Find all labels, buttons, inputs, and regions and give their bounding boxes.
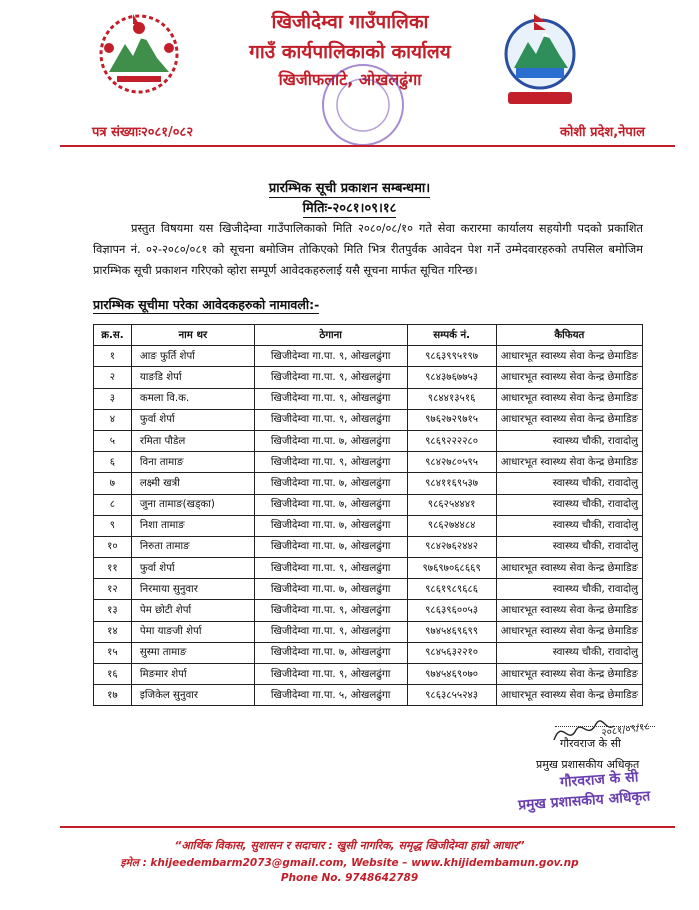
cell-serial: १७: [94, 685, 132, 706]
cell-remarks: आधारभूत स्वास्थ्य सेवा केन्द्र छेमाडिङ: [496, 621, 642, 642]
cell-address: खिजीदेम्वा गा.पा. ७, ओखलढुंगा: [254, 430, 407, 451]
table-row: [94, 621, 643, 642]
table-row: [94, 515, 643, 536]
cell-serial: ११: [94, 558, 132, 579]
signatory-name: गौरवराज के सी: [560, 737, 621, 750]
table-body: [94, 346, 643, 706]
cell-contact: ९८६३८५५२४३: [407, 685, 496, 706]
reference-number: पत्र संख्याः२०८१/०८२: [92, 125, 194, 140]
cell-serial: ५: [94, 430, 132, 451]
cell-contact: ९८६२५४४४१: [407, 494, 496, 515]
cell-contact: ९८६२७४४८४: [407, 515, 496, 536]
cell-address: खिजीदेम्वा गा.पा. ९, ओखलढुंगा: [254, 621, 407, 642]
cell-serial: १३: [94, 600, 132, 621]
cell-contact: ९८६१९८९६८६: [407, 579, 496, 600]
cell-contact: ९८४२७८०५९५: [407, 452, 496, 473]
province-label: कोशी प्रदेश,नेपाल: [560, 125, 645, 140]
cell-serial: १२: [94, 579, 132, 600]
cell-name: कमला वि.क.: [131, 388, 254, 409]
cell-name: सुस्मा तामाङ: [131, 642, 254, 663]
cell-serial: ४: [94, 409, 132, 430]
cell-name: पेम छोटी शेर्पा: [131, 600, 254, 621]
cell-remarks: आधारभूत स्वास्थ्य सेवा केन्द्र छेमाडिङ: [496, 685, 642, 706]
cell-name: निरमाया सुनुवार: [131, 579, 254, 600]
table-row: [94, 409, 643, 430]
cell-name: रमिता पौडेल: [131, 430, 254, 451]
office-address: खिजीफलाटे, ओखलढुंगा: [278, 70, 422, 89]
cell-serial: ७: [94, 473, 132, 494]
cell-name: आङ फुर्ति शेर्पा: [131, 346, 254, 367]
cell-name: मिङमार शेर्पा: [131, 664, 254, 685]
table-row: [94, 388, 643, 409]
table-row: [94, 579, 643, 600]
cell-address: खिजीदेम्वा गा.पा. ९, ओखलढुंगा: [254, 367, 407, 388]
footer-motto: “आर्थिक विकास, सुशासन र सदाचार : खुसी नागरिक, समृद्ध खिजीदेम्वा हाम्रो आधार”: [174, 839, 525, 852]
notice-date: मितिः-२०८१।०९।१८: [302, 201, 397, 216]
cell-name: फुर्वा शेर्पा: [131, 409, 254, 430]
footer-divider: [60, 826, 675, 828]
cell-name: इजिकेल सुनुवार: [131, 685, 254, 706]
cell-name: निरुता तामाङ: [131, 536, 254, 557]
cell-address: खिजीदेम्वा गा.पा. ९, ओखलढुंगा: [254, 558, 407, 579]
table-row: [94, 494, 643, 515]
cell-remarks: आधारभूत स्वास्थ्य सेवा केन्द्र छेमाडिङ: [496, 600, 642, 621]
table-row: [94, 473, 643, 494]
cell-address: खिजीदेम्वा गा.पा. ९, ओखलढुंगा: [254, 452, 407, 473]
table-row: [94, 430, 643, 451]
table-row: [94, 346, 643, 367]
cell-remarks: आधारभूत स्वास्थ्य सेवा केन्द्र छेमाडिङ: [496, 346, 642, 367]
cell-serial: ३: [94, 388, 132, 409]
cell-contact: ९८६९२२२२८०: [407, 430, 496, 451]
col-name: नाम थर: [131, 325, 254, 346]
municipality-name: खिजीदेम्वा गाउँपालिका: [271, 11, 429, 33]
list-title: प्रारम्भिक सूचीमा परेका आवेदकहरुको नामावली:-: [93, 297, 320, 312]
table-row: [94, 685, 643, 706]
col-address: ठेगाना: [254, 325, 407, 346]
cell-remarks: स्वास्थ्य चौकी, रावादोलु: [496, 642, 642, 663]
cell-serial: १४: [94, 621, 132, 642]
cell-name: लक्ष्मी खत्री: [131, 473, 254, 494]
cell-remarks: स्वास्थ्य चौकी, रावादोलु: [496, 579, 642, 600]
cell-remarks: आधारभूत स्वास्थ्य सेवा केन्द्र छेमाडिङ: [496, 452, 642, 473]
cell-name: पेमा याङजी शेर्पा: [131, 621, 254, 642]
cell-remarks: आधारभूत स्वास्थ्य सेवा केन्द्र छेमाडिङ: [496, 388, 642, 409]
cell-serial: १: [94, 346, 132, 367]
cell-remarks: स्वास्थ्य चौकी, रावादोलु: [496, 515, 642, 536]
footer-contact: इमेल : khijeedembarm2073@gmail.com, Website – www.khijidembamun.gov.np: [120, 857, 579, 869]
cell-serial: ६: [94, 452, 132, 473]
table-row: [94, 600, 643, 621]
cell-contact: ९८४३७६७७५३: [407, 367, 496, 388]
svg-text:२०८१/०९/१८: २०८१/०९/१८: [600, 721, 651, 739]
cell-address: खिजीदेम्वा गा.पा. ७, ओखलढुंगा: [254, 579, 407, 600]
table-row: [94, 664, 643, 685]
cell-serial: २: [94, 367, 132, 388]
cell-contact: ९७४५४६९०७०: [407, 664, 496, 685]
cell-contact: ९७४५४६९६९९: [407, 621, 496, 642]
cell-address: खिजीदेम्वा गा.पा. ९, ओखलढुंगा: [254, 346, 407, 367]
stamp-title: प्रमुख प्रशासकीय अधिकृत: [517, 788, 651, 814]
cell-remarks: आधारभूत स्वास्थ्य सेवा केन्द्र छेमाडिङ: [496, 664, 642, 685]
cell-address: खिजीदेम्वा गा.पा. ९, ओखलढुंगा: [254, 388, 407, 409]
cell-address: खिजीदेम्वा गा.पा. ७, ओखलढुंगा: [254, 642, 407, 663]
applicant-table: [93, 324, 643, 706]
cell-remarks: आधारभूत स्वास्थ्य सेवा केन्द्र छेमाडिङ: [496, 367, 642, 388]
cell-address: खिजीदेम्वा गा.पा. ७, ओखलढुंगा: [254, 515, 407, 536]
signature-line: [555, 726, 655, 727]
cell-remarks: स्वास्थ्य चौकी, रावादोलु: [496, 430, 642, 451]
col-remarks: कैफियत: [496, 325, 642, 346]
cell-serial: १५: [94, 642, 132, 663]
office-name: गाउँ कार्यपालिकाको कार्यालय: [249, 41, 451, 63]
cell-name: जुना तामाङ(खड्का): [131, 494, 254, 515]
cell-name: याङडि शेर्पा: [131, 367, 254, 388]
cell-address: खिजीदेम्वा गा.पा. ५, ओखलढुंगा: [254, 685, 407, 706]
cell-address: खिजीदेम्वा गा.पा. ७, ओखलढुंगा: [254, 536, 407, 557]
signatory-title: प्रमुख प्रशासकीय अधिकृत: [536, 758, 640, 771]
cell-contact: ९८४२७६२४४२: [407, 536, 496, 557]
cell-address: खिजीदेम्वा गा.पा. ९, ओखलढुंगा: [254, 600, 407, 621]
cell-remarks: स्वास्थ्य चौकी, रावादोलु: [496, 473, 642, 494]
cell-remarks: स्वास्थ्य चौकी, रावादोलु: [496, 494, 642, 515]
table-row: [94, 367, 643, 388]
table-row: [94, 558, 643, 579]
stamp-name: गौरवराज के सी: [559, 769, 639, 791]
cell-name: विना तामाङ: [131, 452, 254, 473]
subject: प्रारम्भिक सूची प्रकाशन सम्बन्धमा।: [268, 181, 431, 196]
cell-address: खिजीदेम्वा गा.पा. ७, ओखलढुंगा: [254, 473, 407, 494]
cell-contact: ९७६९७०६८६६९: [407, 558, 496, 579]
cell-contact: ९८४५६३२२१०: [407, 642, 496, 663]
cell-serial: ८: [94, 494, 132, 515]
table-row: [94, 452, 643, 473]
cell-contact: ९७६२७२९७१५: [407, 409, 496, 430]
table-header-row: [94, 325, 643, 346]
table-row: [94, 536, 643, 557]
cell-contact: ९८६३९९५१९७: [407, 346, 496, 367]
cell-contact: ९८६३९६००५३: [407, 600, 496, 621]
cell-serial: ९: [94, 515, 132, 536]
cell-serial: १६: [94, 664, 132, 685]
table-row: [94, 642, 643, 663]
footer-phone: Phone No. 9748642789: [280, 872, 419, 884]
cell-serial: १०: [94, 536, 132, 557]
cell-remarks: आधारभूत स्वास्थ्य सेवा केन्द्र छेमाडिङ: [496, 409, 642, 430]
cell-address: खिजीदेम्वा गा.पा. ९, ओखलढुंगा: [254, 664, 407, 685]
cell-address: खिजीदेम्वा गा.पा. ७, ओखलढुंगा: [254, 494, 407, 515]
notice-body: प्रस्तुत विषयमा यस खिजीदेम्वा गाउँपालिकाको मिति २०८०/०८/१० गते सेवा करारमा कार्यालय सहयोगी पदको प्रकाशित विज्ञापन नं. ०२-२०८०/०८१ को सूचना बमोजिम तोकिएको मिति भित्र रीतपुर्वक आवेदन पेश गर्ने उम्मेदवारहरुको तपसिल बमोजिम प्रारम्भिक सूची प्रकाशन गरिएको व्होरा सम्पूर्ण आवेदकहरुलाई यसै सूचना मार्फत सूचित गरिन्छ।: [93, 221, 643, 277]
col-contact: सम्पर्क नं.: [407, 325, 496, 346]
header-divider: [60, 145, 675, 147]
office-stamp-icon: [318, 60, 408, 150]
cell-contact: ९८४४१३५१६: [407, 388, 496, 409]
cell-name: फुर्वा शेर्पा: [131, 558, 254, 579]
cell-remarks: स्वास्थ्य चौकी, रावादोलु: [496, 536, 642, 557]
cell-remarks: आधारभूत स्वास्थ्य सेवा केन्द्र छेमाडिङ: [496, 558, 642, 579]
cell-address: खिजीदेम्वा गा.पा. ९, ओखलढुंगा: [254, 409, 407, 430]
col-serial: क्र.स.: [94, 325, 132, 346]
cell-name: निशा तामाङ: [131, 515, 254, 536]
cell-contact: ९८४११६९५३७: [407, 473, 496, 494]
